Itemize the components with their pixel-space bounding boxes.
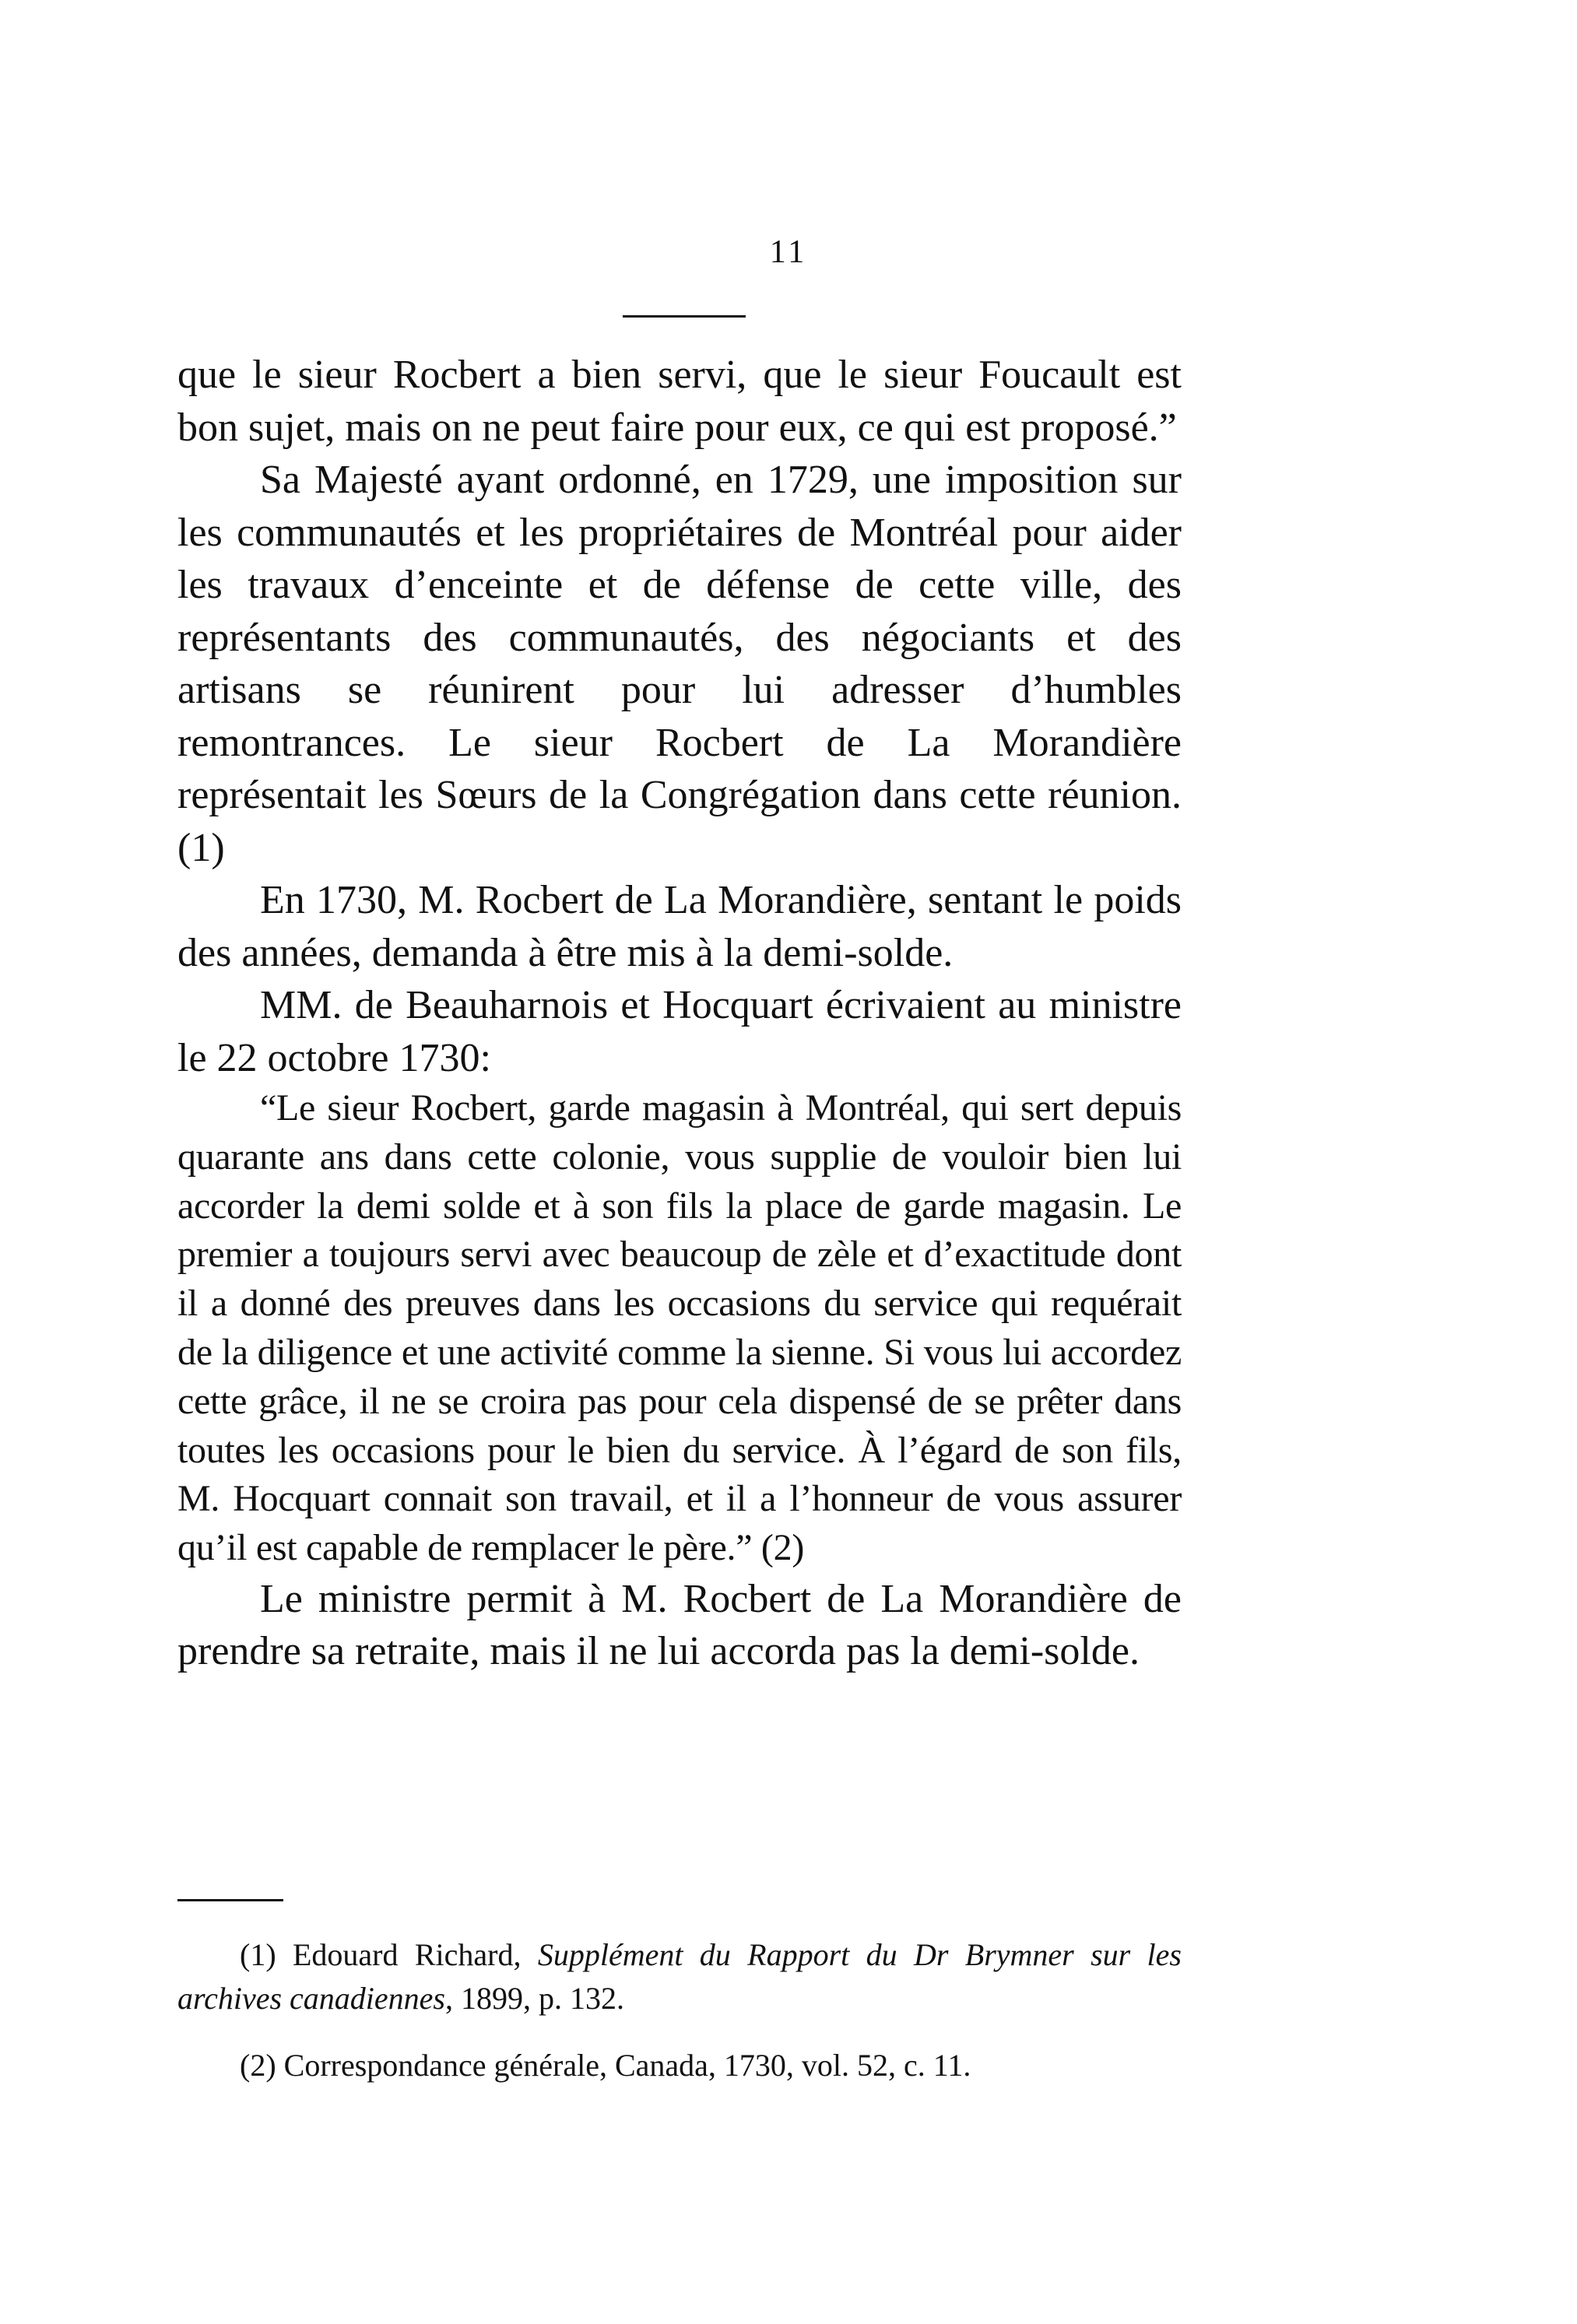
footnote-1: [177, 1933, 1182, 2020]
footnote-2: (2) Correspondance générale, Canada, 1730, vol. 52, c. 11.: [240, 2048, 971, 2083]
paragraph-2: Sa Majesté ayant ordonné, en 1729, une imposition sur les communautés et les propriétaires de Montréal pour aider les travaux d’enceinte et de défense de cette ville, des représentants des communautés, des négociants et des artisans se réunirent pour lui adresser d’humbles remontrances. Le sieur Rocbert de La Morandière représentait les Sœurs de la Congrégation dans cette réunion. (1): [177, 458, 1182, 870]
paragraph-1: que le sieur Rocbert a bien servi, que le sieur Foucault est bon sujet, mais on ne peut faire pour eux, ce qui est proposé.”: [177, 353, 1182, 450]
page-number: 11: [769, 234, 808, 270]
quoted-letter: “Le sieur Rocbert, garde magasin à Montréal, qui sert depuis quarante ans dans cette colonie, vous supplie de vouloir bien lui accorder la demi solde et à son fils la place de garde magasin. Le premier a toujours servi avec beaucoup de zèle et d’exactitude dont il a donné des preuves dans les occasions du service qui requérait de la diligence et une activité comme la sienne. Si vous lui accordez cette grâce, il ne se croira pas pour cela dispensé de se prêter dans toutes les occasions pour le bien du service. À l’égard de son fils, M. Hocquart connait son travail, et il a l’honneur de vous assurer qu’il est capable de remplacer le père.” (2): [177, 1087, 1182, 1569]
footnote-1-suffix: , 1899, p. 132.: [444, 1981, 624, 2016]
footnotes: [177, 1933, 1182, 2111]
paragraph-3: En 1730, M. Rocbert de La Morandière, sentant le poids des années, demanda à être mis à la demi-solde.: [177, 878, 1182, 975]
header-divider: [623, 315, 746, 318]
paragraph-4: MM. de Beauharnois et Hocquart écrivaient au ministre le 22 octobre 1730:: [177, 983, 1182, 1080]
body-text: [177, 349, 1182, 1678]
footnote-1-title: Supplément du Rapport du Dr Brymner sur les archives canadiennes: [177, 1937, 1182, 2016]
footnote-divider: [177, 1899, 283, 1901]
paragraph-6: Le ministre permit à M. Rocbert de La Morandière de prendre sa retraite, mais il ne lui accorda pas la demi-solde.: [177, 1576, 1182, 1674]
footnote-1-prefix: (1) Edouard Richard,: [240, 1937, 538, 1972]
